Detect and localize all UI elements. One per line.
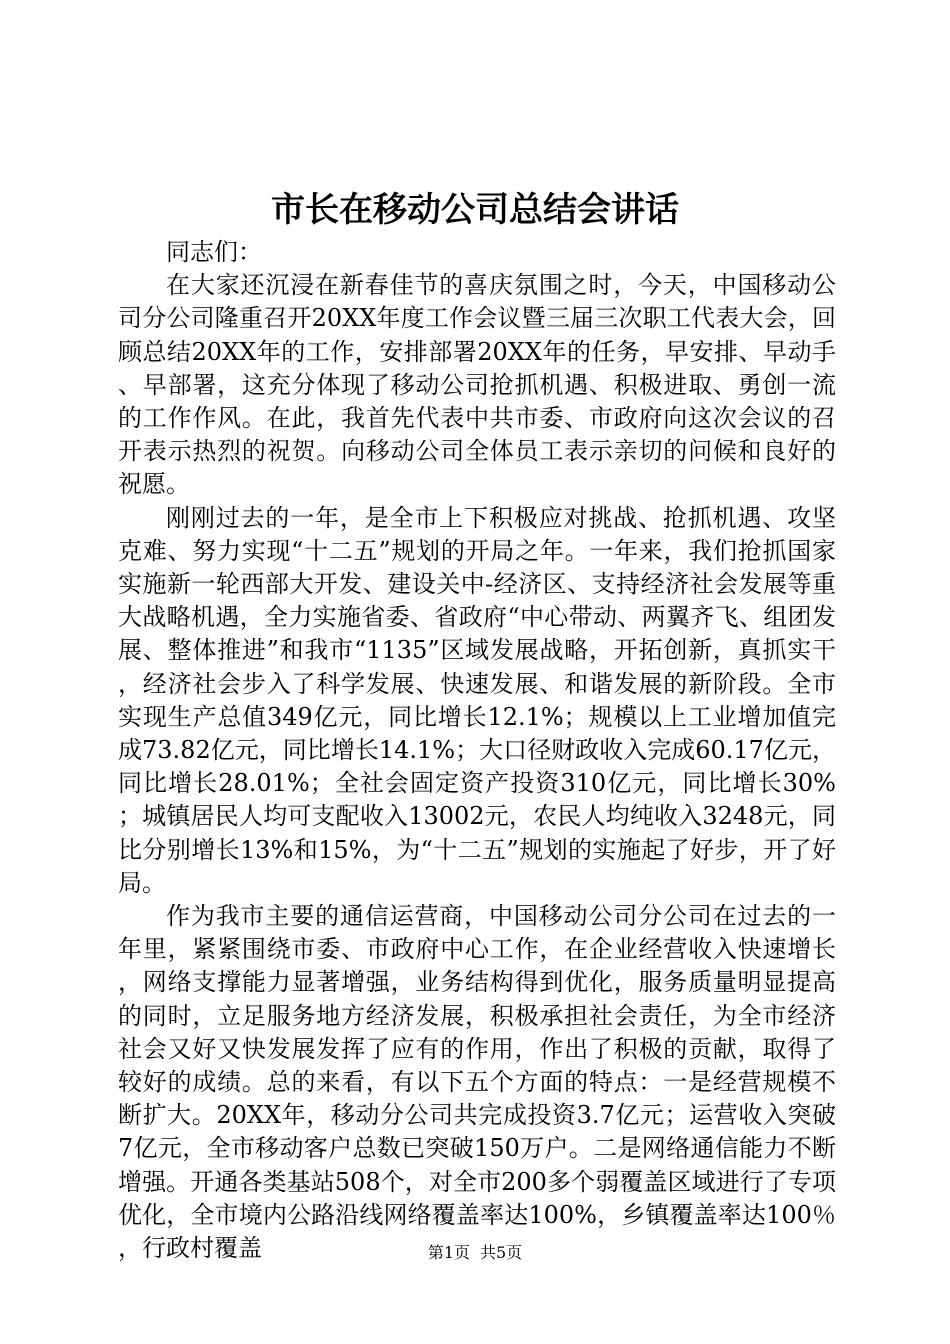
document-title: 市长在移动公司总结会讲话 [271,190,679,230]
page-footer [0,1241,950,1265]
body-paragraph: 在大家还沉浸在新春佳节的喜庆氛围之时，今天，中国移动公司分公司隆重召开20XX年度工作会议暨三届三次职工代表大会，回顾总结20XX年的工作，安排部署20XX年的任务，早安排、早动手、早部署，这充分体现了移动公司抢抓机遇、积极进取、勇创一流的工作作风。在此，我首先代表中共市委、市政府向这次会议的召开表示热烈的祝贺。向移动公司全体员工表示亲切的问候和良好的祝愿。 [118,271,836,499]
body-paragraph: 作为我市主要的通信运营商，中国移动公司分公司在过去的一年里，紧紧围绕市委、市政府中心工作，在企业经营收入快速增长，网络支撑能力显著增强，业务结构得到优化，服务质量明显提高的同时，立足服务地方经济发展，积极承担社会责任，为全市经济社会又好又快发展发挥了应有的作用，作出了积极的贡献，取得了较好的成绩。总的来看，有以下五个方面的特点：一是经营规模不断扩大。20XX年，移动分公司共完成投资3.7亿元；运营收入突破7亿元，全市移动客户总数已突破150万户。二是网络通信能力不断增强。开通各类基站508个，对全市200多个弱覆盖区域进行了专项优化，全市境内公路沿线网络覆盖率达100%，乡镇覆盖率达100％，行政村覆盖 [118,902,836,1263]
page-total: 共5页 [480,1243,523,1262]
body-paragraph: 刚刚过去的一年，是全市上下积极应对挑战、抢抓机遇、攻坚克难、努力实现“十二五”规划的开局之年。一年来，我们抢抓国家实施新一轮西部大开发、建设关中-经济区、支持经济社会发展等重大战略机遇，全力实施省委、省政府“中心带动、两翼齐飞、组团发展、整体推进”和我市“1135”区域发展战略，开拓创新，真抓实干，经济社会步入了科学发展、快速发展、和谐发展的新阶段。全市实现生产总值349亿元，同比增长12.1%；规模以上工业增加值完成73.82亿元，同比增长14.1%；大口径财政收入完成60.17亿元，同比增长28.01%；全社会固定资产投资310亿元，同比增长30%；城镇居民人均可支配收入13002元，农民人均纯收入3248元，同比分别增长13%和15%，为“十二五”规划的实施起了好步，开了好局。 [118,503,836,897]
salutation-paragraph: 同志们： [166,238,262,266]
page-number: 第1页 [427,1243,470,1262]
document-body [118,236,836,1265]
